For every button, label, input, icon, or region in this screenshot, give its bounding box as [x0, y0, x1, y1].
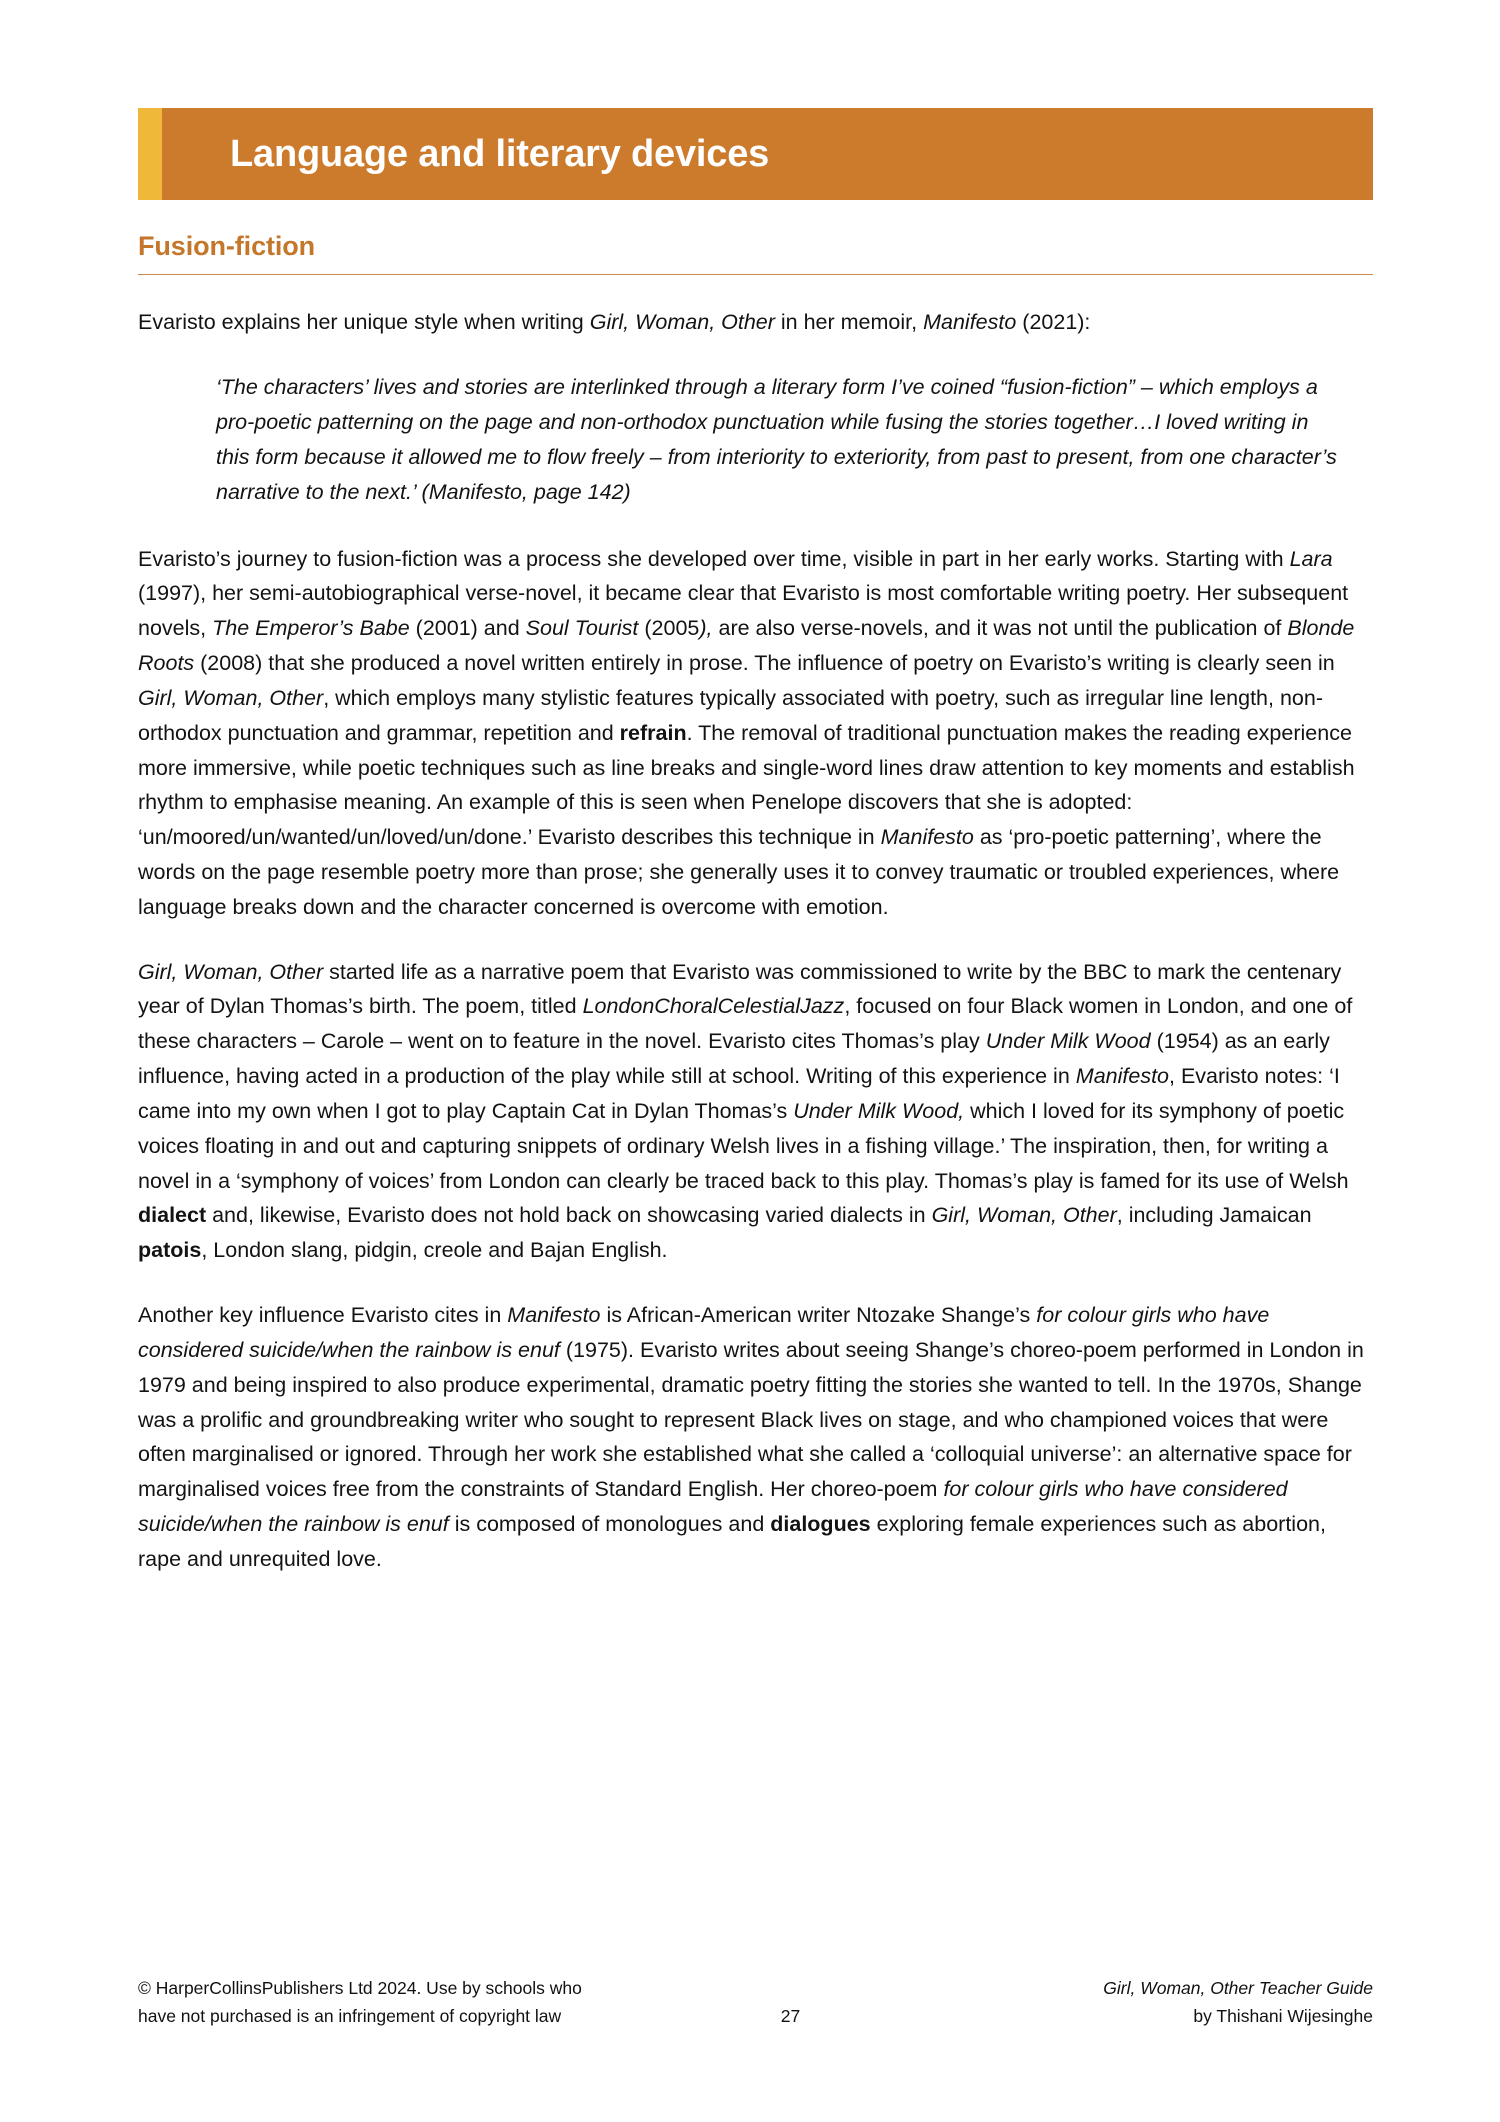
- p1-seg-3: (2001) and: [409, 616, 526, 641]
- p1-seg-2: (1997), her semi-autobiographical verse-novel, it became clear that Evaristo is most comfortable writing poetry. Her subsequent novels,: [138, 581, 1349, 641]
- p1-italic-7: Manifesto: [880, 825, 974, 850]
- p3-bold-1: dialogues: [770, 1512, 871, 1537]
- p2-italic-2: LondonChoralCelestialJazz: [582, 994, 845, 1019]
- p2-bold-2: patois: [138, 1238, 202, 1263]
- p1-italic-3: Soul Tourist: [525, 616, 639, 641]
- page-banner: [138, 108, 1373, 200]
- p1-bold-1: refrain: [619, 720, 687, 745]
- body-paragraph-1: [138, 542, 1373, 925]
- p2-seg-1: started life as a narrative poem that Evaristo was commissioned to write by the BBC to mark the centenary year of Dylan Thomas’s birth. The poem, titled: [138, 959, 1342, 1019]
- footer-guide-author: by Thishani Wijesinghe: [1193, 2005, 1373, 2026]
- page-title: Language and literary devices: [230, 133, 770, 175]
- content-column: [138, 230, 1373, 1577]
- p3-seg-4: is composed of monologues and: [448, 1512, 771, 1537]
- p1-italic-2: The Emperor’s Babe: [212, 616, 410, 641]
- p1-italic-6: Girl, Woman, Other: [138, 685, 324, 710]
- section-heading-rule: [138, 274, 1373, 275]
- intro-text-1: Evaristo explains her unique style when writing: [138, 310, 590, 335]
- intro-italic-title-1: Girl, Woman, Other: [589, 310, 775, 335]
- footer-guide-info: [903, 1975, 1373, 2030]
- body-paragraph-2: [138, 955, 1373, 1268]
- p1-seg-6: (2008) that she produced a novel written entirely in prose. The influence of poetry on Evaristo’s writing is clearly seen in: [194, 651, 1335, 676]
- p2-italic-1: Girl, Woman, Other: [138, 959, 324, 984]
- p2-bold-1: dialect: [138, 1203, 207, 1228]
- p2-seg-5: which I loved for its symphony of poetic voices floating in and out and capturing snippets of ordinary Welsh lives in a fishing village.’ The inspiration, then, for writing a novel in a ‘symphony of voices’ from London can clearly be traced back to this play. Thomas’s play is famed for its use of Welsh: [138, 1098, 1349, 1193]
- banner-body: [162, 108, 1373, 200]
- intro-text-3: (2021):: [1016, 310, 1091, 335]
- p2-seg-8: , London slang, pidgin, creole and Bajan English.: [201, 1238, 668, 1263]
- footer-copyright: [138, 1975, 678, 2030]
- footer-page-number: 27: [780, 2005, 801, 2026]
- p3-seg-2: is African-American writer Ntozake Shange’s: [600, 1303, 1037, 1328]
- footer-copyright-line-2: have not purchased is an infringement of copyright law: [138, 2005, 562, 2026]
- p2-seg-6: and, likewise, Evaristo does not hold back on showcasing varied dialects in: [206, 1203, 932, 1228]
- p3-italic-2: for colour girls who have considered suicide/when the rainbow is enuf: [138, 1303, 1270, 1362]
- p3-italic-3: for colour girls who have considered suicide/when the rainbow is enuf: [138, 1477, 1288, 1537]
- p3-seg-3: (1975). Evaristo writes about seeing Shange’s choreo-poem performed in London in 1979 and being inspired to also produce experimental, dramatic poetry fitting the stories she wanted to tell. In the 1970s, Shange was a prolific and groundbreaking writer who sought to represent Black lives on stage, and who championed voices that were often marginalised or ignored. Through her work she established what she called a ‘colloquial universe’: an alternative space for marginalised voices free from the constraints of Standard English. Her choreo-poem: [138, 1337, 1364, 1502]
- footer-copyright-line-1: © HarperCollinsPublishers Ltd 2024. Use by schools who: [138, 1978, 582, 1998]
- p1-seg-1: Evaristo’s journey to fusion-fiction was a process she developed over time, visible in part in her early works. Starting with: [138, 546, 1290, 571]
- p3-seg-1: Another key influence Evaristo cites in: [138, 1303, 508, 1328]
- intro-text-2: in her memoir,: [774, 310, 924, 335]
- banner-accent-bar: [138, 108, 162, 200]
- p1-seg-4: (2005: [638, 616, 700, 641]
- body-paragraph-3: [138, 1298, 1373, 1577]
- p2-seg-2: , focused on four Black women in London, and one of these characters – Carole – went on to feature in the novel. Evaristo cites Thomas’s play: [138, 994, 1353, 1054]
- p3-italic-1: Manifesto: [507, 1303, 601, 1328]
- p1-italic-1: Lara: [1289, 546, 1333, 571]
- p1-seg-5: are also verse-novels, and it was not until the publication of: [712, 616, 1288, 641]
- p3-seg-5: exploring female experiences such as abortion, rape and unrequited love.: [138, 1512, 1326, 1571]
- intro-italic-title-2: Manifesto: [923, 310, 1017, 335]
- p1-italic-4: ),: [699, 616, 713, 641]
- block-quote: ‘The characters’ lives and stories are interlinked through a literary form I’ve coined “fusion-fiction” – which employs a pro-poetic patterning on the page and non-orthodox punctuation while fusing the stories together…I loved writing in this form because it allowed me to flow freely – from interiority to exteriority, from past to present, from one character’s narrative to the next.’ (Manifesto, page 142): [216, 375, 1337, 504]
- page-footer: [138, 1975, 1373, 2030]
- p2-seg-3: (1954) as an early influence, having acted in a production of the play while still at school. Writing of this experience in: [138, 1029, 1330, 1089]
- footer-guide-title: Girl, Woman, Other Teacher Guide: [1103, 1978, 1373, 1998]
- p2-italic-4: Manifesto: [1075, 1064, 1169, 1089]
- p1-italic-5: Blonde Roots: [138, 616, 1355, 676]
- p2-italic-5: Under Milk Wood,: [793, 1098, 965, 1123]
- section-heading: Fusion-fiction: [138, 231, 316, 261]
- p1-seg-9: as ‘pro-poetic patterning’, where the words on the page resemble poetry more than prose; she generally uses it to convey traumatic or troubled experiences, where language breaks down and the character concerned is overcome with emotion.: [138, 825, 1340, 919]
- p1-seg-7: , which employs many stylistic features typically associated with poetry, such as irregular line length, non-orthodox punctuation and grammar, repetition and: [138, 685, 1323, 745]
- p2-seg-4: , Evaristo notes: ‘I came into my own when I got to play Captain Cat in Dylan Thomas’s: [138, 1064, 1340, 1123]
- intro-paragraph: [138, 305, 1373, 340]
- p2-italic-3: Under Milk Wood: [985, 1029, 1151, 1054]
- p1-seg-8: . The removal of traditional punctuation makes the reading experience more immersive, while poetic techniques such as line breaks and single-word lines draw attention to key moments and establish rhythm to emphasise meaning. An example of this is seen when Penelope discovers that she is adopted: ‘un/moored/un/wanted/un/loved/un/done.’ Evaristo describes this technique in: [138, 720, 1355, 850]
- p2-italic-6: Girl, Woman, Other: [931, 1203, 1117, 1228]
- p2-seg-7: , including Jamaican: [1116, 1203, 1312, 1228]
